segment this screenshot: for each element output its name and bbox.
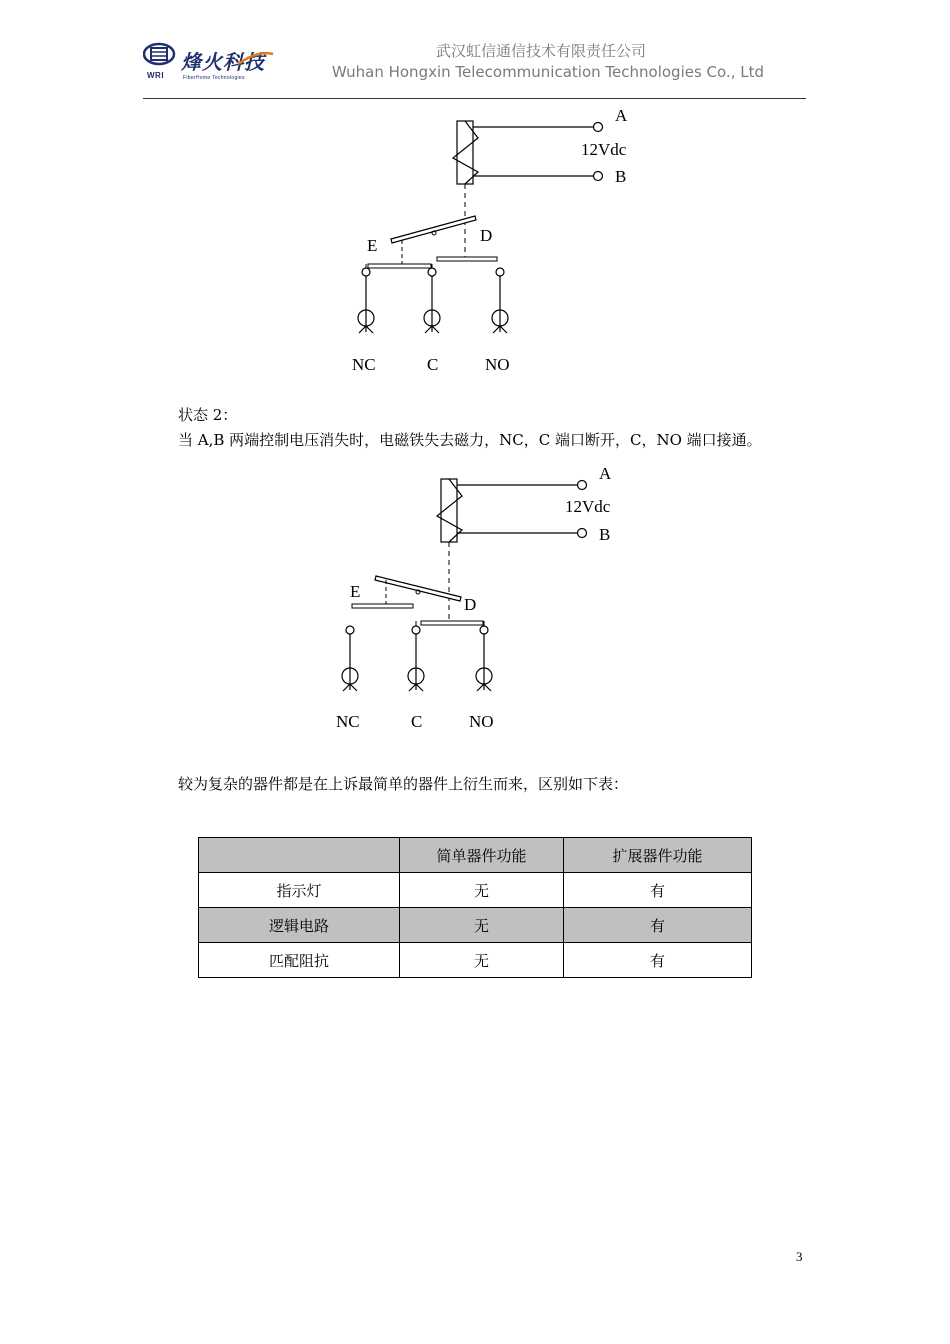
- table-header-cell: 扩展器件功能: [564, 838, 752, 873]
- table-cell: 匹配阻抗: [199, 943, 400, 978]
- label-d: D: [464, 595, 477, 614]
- contact-bar-d: [437, 257, 497, 261]
- table-cell: 指示灯: [199, 873, 400, 908]
- table-row: [199, 943, 752, 978]
- label-a: A: [599, 464, 612, 483]
- page-number: 3: [796, 1249, 803, 1264]
- table-header-row: [199, 838, 752, 873]
- table-cell: 有: [564, 943, 752, 978]
- table-header-cell: [199, 838, 400, 873]
- table-cell: 无: [400, 873, 564, 908]
- contact-bar-e: [368, 264, 431, 268]
- table-header-cell: 简单器件功能: [400, 838, 564, 873]
- comparison-table: [198, 837, 752, 978]
- label-a: A: [615, 106, 628, 125]
- label-b: B: [615, 167, 627, 186]
- table-row: [199, 873, 752, 908]
- logo-brand-text: 烽火科技: [181, 50, 265, 74]
- relay-diagram-state2: [336, 464, 612, 731]
- state2-title: 状态 2：: [178, 406, 238, 424]
- logo-wri-text: WRI: [147, 71, 165, 80]
- armature: [391, 216, 476, 243]
- table-cell: 有: [564, 908, 752, 943]
- company-name-cn: 武汉虹信通信技术有限责任公司: [435, 42, 646, 60]
- label-e: E: [367, 236, 378, 255]
- table-cell: 逻辑电路: [199, 908, 400, 943]
- armature: [375, 576, 461, 601]
- state2-description: 当 A,B 两端控制电压消失时，电磁铁失去磁力，NC，C 端口断开，C，NO 端口接通。: [178, 431, 762, 449]
- relay-diagram-state1: [352, 106, 628, 374]
- label-voltage: 12Vdc: [581, 140, 627, 159]
- label-e: E: [350, 582, 361, 601]
- terminal-b: [594, 172, 603, 181]
- terminal-a: [578, 481, 587, 490]
- label-nc: NC: [336, 712, 360, 731]
- table-cell: 无: [400, 943, 564, 978]
- logo-english-text: FiberHome Technologies: [183, 75, 245, 81]
- label-nc: NC: [352, 355, 376, 374]
- label-no: NO: [485, 355, 510, 374]
- intro-paragraph: 较为复杂的器件都是在上诉最简单的器件上衍生而来，区别如下表：: [178, 775, 629, 793]
- label-voltage: 12Vdc: [565, 497, 611, 516]
- label-b: B: [599, 525, 611, 544]
- label-c: C: [427, 355, 439, 374]
- label-d: D: [480, 226, 493, 245]
- table-row: [199, 908, 752, 943]
- table-cell: 有: [564, 873, 752, 908]
- table-cell: 无: [400, 908, 564, 943]
- company-name-en: Wuhan Hongxin Telecommunication Technologies Co., Ltd: [331, 63, 764, 81]
- terminal-b: [578, 529, 587, 538]
- label-c: C: [411, 712, 423, 731]
- terminal-a: [594, 123, 603, 132]
- label-no: NO: [469, 712, 494, 731]
